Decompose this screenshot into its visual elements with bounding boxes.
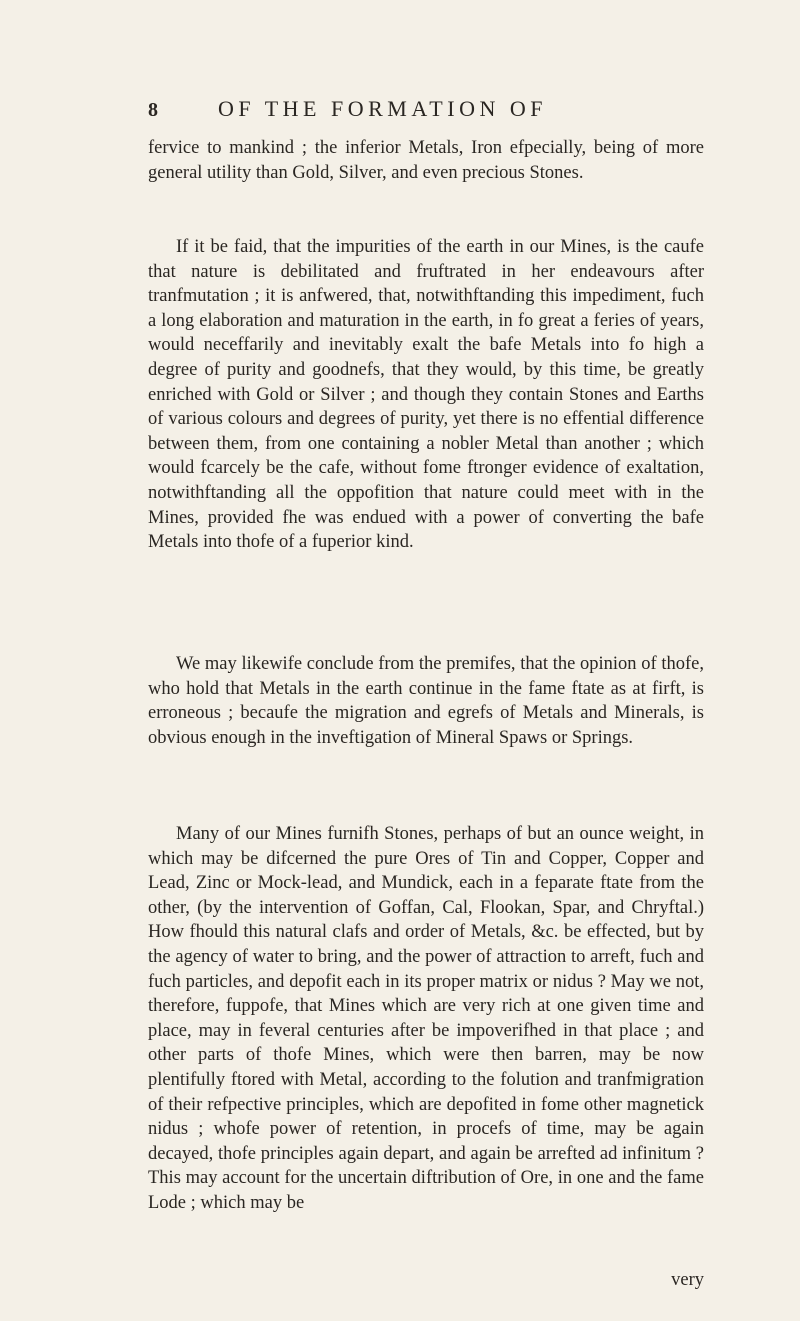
- paragraph-3-block: [148, 652, 704, 750]
- catchword: very: [671, 1270, 704, 1290]
- running-title: OF THE FORMATION OF: [218, 96, 547, 121]
- paragraph-2: If it be faid, that the impurities of the earth in our Mines, is the caufe that nature is debilitated and fruftrated in her endeavours after tranfmutation ; it is anfwered, that, notwithftanding this impediment, fuch a long elaboration and maturation in the earth, in fo great a feries of years, would neceffarily and inevitably exalt the bafe Metals into fo high a degree of purity and goodnefs, that they would, by this time, be greatly enriched with Gold or Silver ; and though they contain Stones and Earths of various colours and degrees of purity, yet there is no effential difference between them, from one containing a nobler Metal than another ; which would fcarcely be the cafe, without fome ftronger evidence of exaltation, notwithftanding all the oppofition that nature could meet with in the Mines, provided fhe was endued with a power of converting the bafe Metals into thofe of a fuperior kind.: [148, 237, 704, 553]
- paragraph-4: Many of our Mines furnifh Stones, perhaps of but an ounce weight, in which may be difcerned the pure Ores of Tin and Copper, Copper and Lead, Zinc or Mock-lead, and Mundick, each in a feparate ftate from the other, (by the intervention of Goffan, Cal, Flookan, Spar, and Chryftal.) How fhould this natural clafs and order of Metals, &c. be effected, but by the agency of water to bring, and the power of attraction to arreft, fuch and fuch particles, and depofit each in its proper matrix or nidus ? May we not, therefore, fuppofe, that Mines which are very rich at one given time and place, may in feveral centuries after be impoverifhed in that place ; and other parts of thofe Mines, which were then barren, may be now plentifully ftored with Metal, according to the folution and tranfmigration of their refpective principles, which are depofited in fome other magnetick nidus ; whofe power of retention, in procefs of time, may be again decayed, thofe principles again depart, and again be arrefted ad infinitum ? This may account for the uncertain diftribution of Ore, in one and the fame Lode ; which may be: [148, 824, 704, 1213]
- paragraph-2-block: [148, 235, 704, 555]
- paragraph-1-block: [148, 136, 704, 185]
- paragraph-1: fervice to mankind ; the inferior Metals, Iron efpecially, being of more general utility than Gold, Silver, and even precious Stones.: [148, 138, 704, 183]
- paragraph-3: We may likewife conclude from the premifes, that the opinion of thofe, who hold that Metals in the earth continue in the fame ftate as at firft, is erroneous ; becaufe the migration and egrefs of Metals and Minerals, is obvious enough in the inveftigation of Mineral Spaws or Springs.: [148, 654, 704, 748]
- paragraph-4-block: [148, 822, 704, 1216]
- page-number: 8: [148, 99, 158, 121]
- page-header: [148, 96, 708, 126]
